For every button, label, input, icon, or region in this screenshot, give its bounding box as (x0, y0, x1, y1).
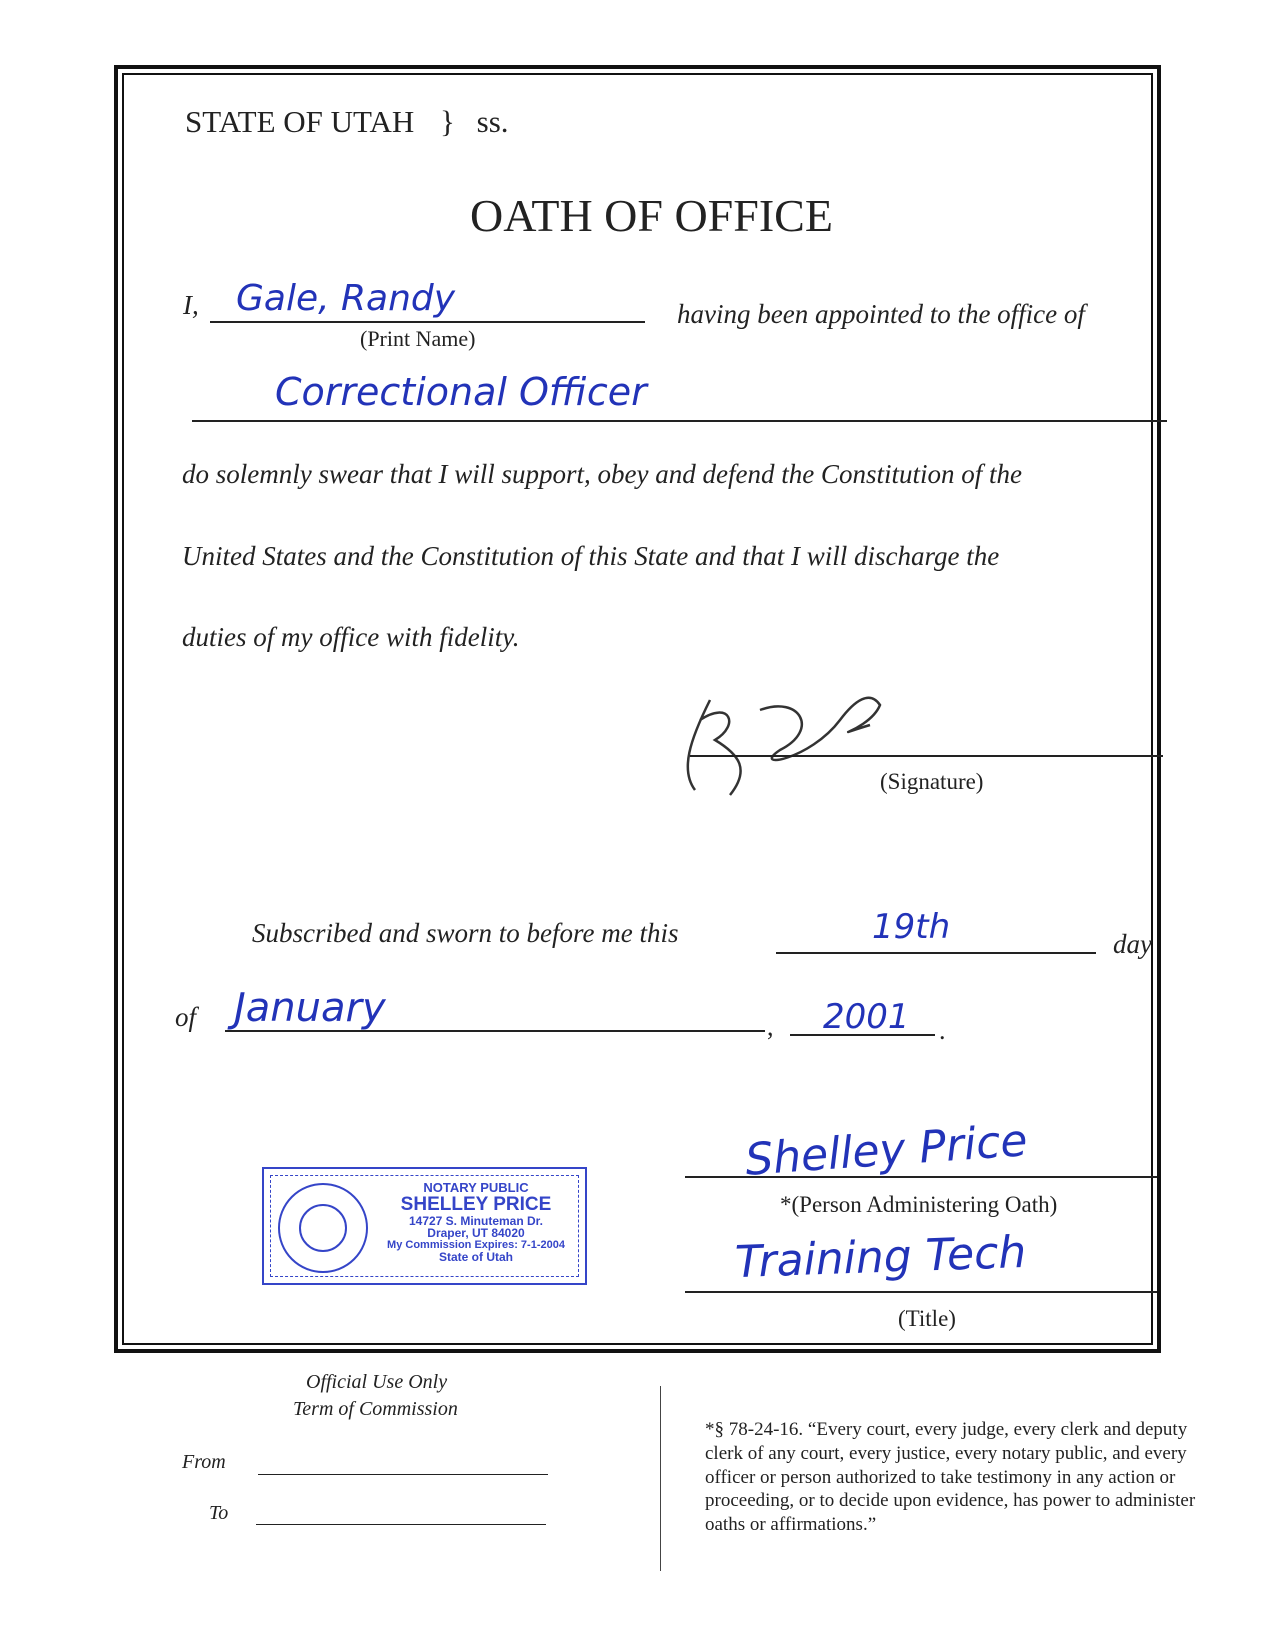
state-name: STATE OF UTAH (185, 104, 415, 139)
notary-signature: Shelley Price (743, 1115, 1029, 1186)
i-label: I, (183, 290, 199, 320)
name-value[interactable]: Gale, Randy (236, 278, 456, 319)
month-value[interactable]: January (234, 985, 386, 1031)
vertical-divider (660, 1386, 661, 1571)
from-line (258, 1474, 548, 1475)
year-line (790, 1034, 935, 1036)
stamp-expires: My Commission Expires: 7-1-2004 (387, 1238, 565, 1251)
appointed-text: having been appointed to the office of (677, 299, 1085, 329)
of-label: of (175, 1002, 197, 1032)
office-line (192, 420, 1167, 422)
signature-caption: (Signature) (880, 769, 984, 794)
stamp-title: NOTARY PUBLIC (423, 1180, 529, 1195)
term-label: Term of Commission (293, 1398, 458, 1420)
administering-line (685, 1176, 1157, 1178)
oath-body-line-1: do solemnly swear that I will support, obey and defend the Constitution of the (182, 459, 1022, 489)
signature-line (690, 755, 1163, 757)
notary-title-value: Training Tech (734, 1226, 1028, 1289)
state-header (185, 104, 509, 140)
ss-label: ss. (476, 104, 509, 139)
name-line (210, 321, 645, 323)
stamp-address-1: 14727 S. Minuteman Dr. (408, 1213, 544, 1228)
official-use-label: Official Use Only (306, 1371, 448, 1393)
title-caption: (Title) (898, 1306, 956, 1331)
to-line (256, 1524, 546, 1525)
to-label: To (209, 1502, 229, 1524)
period: . (939, 1016, 946, 1045)
stamp-text (376, 1181, 576, 1264)
office-value[interactable]: Correctional Officer (275, 370, 647, 414)
stamp-state: State of Utah (438, 1250, 513, 1265)
sworn-prefix: Subscribed and sworn to before me this (252, 918, 679, 948)
day-value[interactable]: 19th (872, 907, 951, 947)
print-name-caption: (Print Name) (360, 326, 476, 351)
from-label: From (182, 1451, 226, 1473)
document-title: OATH OF OFFICE (470, 190, 833, 241)
footnote: *§ 78-24-16. “Every court, every judge, every clerk and deputy clerk of any court, every justice, every notary public, and every officer or person authorized to take testimony in any action or proceeding, or to decide upon evidence, has power to administer oaths or affirmations.” (705, 1419, 1196, 1535)
day-label: day (1113, 929, 1152, 959)
brace: } (440, 104, 455, 139)
comma: , (767, 1012, 774, 1041)
day-line (776, 952, 1096, 954)
oath-body-line-3: duties of my office with fidelity. (182, 622, 520, 652)
month-line (225, 1030, 765, 1032)
year-value[interactable]: 2001 (823, 997, 910, 1037)
state-seal-icon (278, 1183, 368, 1273)
stamp-address-2: Draper, UT 84020 (427, 1226, 525, 1241)
notary-stamp (262, 1167, 587, 1285)
stamp-name: SHELLEY PRICE (400, 1193, 552, 1215)
administering-caption: *(Person Administering Oath) (780, 1192, 1058, 1217)
oath-body-line-2: United States and the Constitution of this State and that I will discharge the (182, 541, 1000, 571)
title-line (685, 1291, 1157, 1293)
